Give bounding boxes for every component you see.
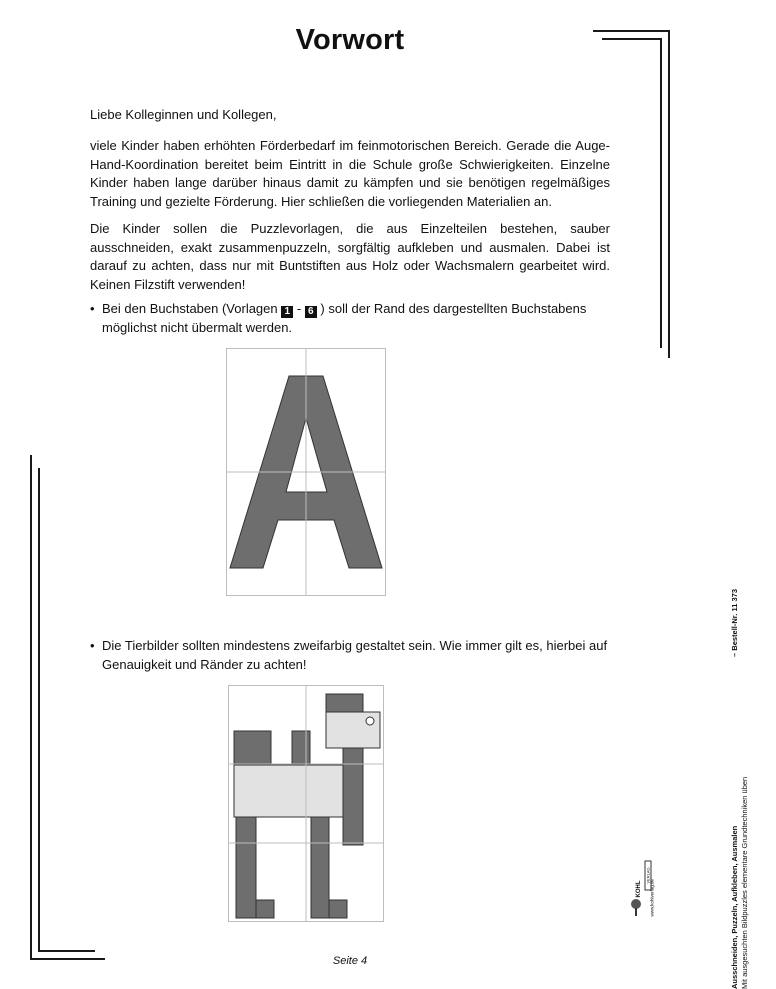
publisher-badge: VERLAG [645, 861, 652, 891]
template-number-start: 1 [281, 306, 293, 318]
letter-a-puzzle [226, 348, 386, 596]
side-book-subtitle: Mit ausgesuchten Bildpuzzles elementare Grundtechniken üben [739, 776, 749, 989]
frame-left-line-2 [38, 468, 40, 952]
side-order-number: – Bestell-Nr. 11 373 [730, 589, 739, 657]
intro-paragraph: viele Kinder haben erhöhten Förderbedarf im feinmotorischen Bereich. Gerade die Auge-Hand-Koordination bereitet beim Eintritt in die Schule große Schwierigkeiten. Einzelne Kinder haben lange darüber hinaus damit zu kämpfen und sie benötigen regelmäßiges Training und gezielte Förderung. Hier schließen die vorliegenden Materialien an. [90, 138, 610, 209]
animal-puzzle [228, 685, 384, 922]
llama-leg-1-foot [256, 900, 274, 918]
publisher-name: KOHL [636, 880, 642, 898]
bullet-letters-dash: - [293, 301, 305, 316]
bullet-letters [90, 300, 615, 337]
llama-eye [366, 717, 374, 725]
llama-ear-left [234, 731, 271, 765]
bullet-marker-2: • [90, 638, 95, 653]
bullet-letters-after: ) soll der Rand des dargestellten Buchstabens möglichst nicht übermalt werden. [102, 301, 587, 335]
llama-tail [292, 731, 310, 765]
bullet-letters-text [102, 300, 615, 337]
frame-bottom-line-2 [38, 950, 95, 952]
llama-head-top [326, 694, 363, 714]
bullet-animals-text: Die Tierbilder sollten mindestens zweifarbig gestaltet sein. Wie immer gilt es, hierbei auf Genauigkeit und Ränder zu achten! [102, 638, 608, 672]
side-book-info [730, 589, 776, 989]
template-number-end: 6 [305, 306, 317, 318]
publisher-logo [628, 868, 660, 920]
greeting: Liebe Kolleginnen und Kollegen, [90, 107, 277, 122]
side-book-title: Ausschneiden, Puzzeln, Aufkleben, Ausmalen [730, 825, 739, 989]
frame-right-line-2 [660, 38, 662, 348]
publisher-url: www.kohlverlag.de [649, 878, 655, 917]
instructions-paragraph: Die Kinder sollen die Puzzlevorlagen, die aus Einzelteilen bestehen, sauber ausschneiden, exakt zusammenpuzzeln, sorgfältig aufkleben und ausmalen. Dabei ist darauf zu achten, dass nur mit Buntstiften aus Holz oder Wachsmalern gearbeitet wird. Keinen Filzstift verwenden! [90, 221, 610, 292]
bullet-marker: • [90, 301, 95, 316]
page-title: Vorwort [295, 24, 405, 56]
llama-leg-1 [236, 817, 256, 918]
frame-left-line-1 [30, 455, 32, 960]
bullet-letters-before: Bei den Buchstaben (Vorlagen [102, 301, 282, 316]
frame-right-line-1 [668, 30, 670, 358]
llama-leg-2 [311, 817, 329, 918]
page-number: Seite 4 [332, 955, 368, 967]
bullet-animals [90, 637, 615, 674]
llama-leg-2-foot [329, 900, 347, 918]
llama-body [234, 765, 343, 817]
